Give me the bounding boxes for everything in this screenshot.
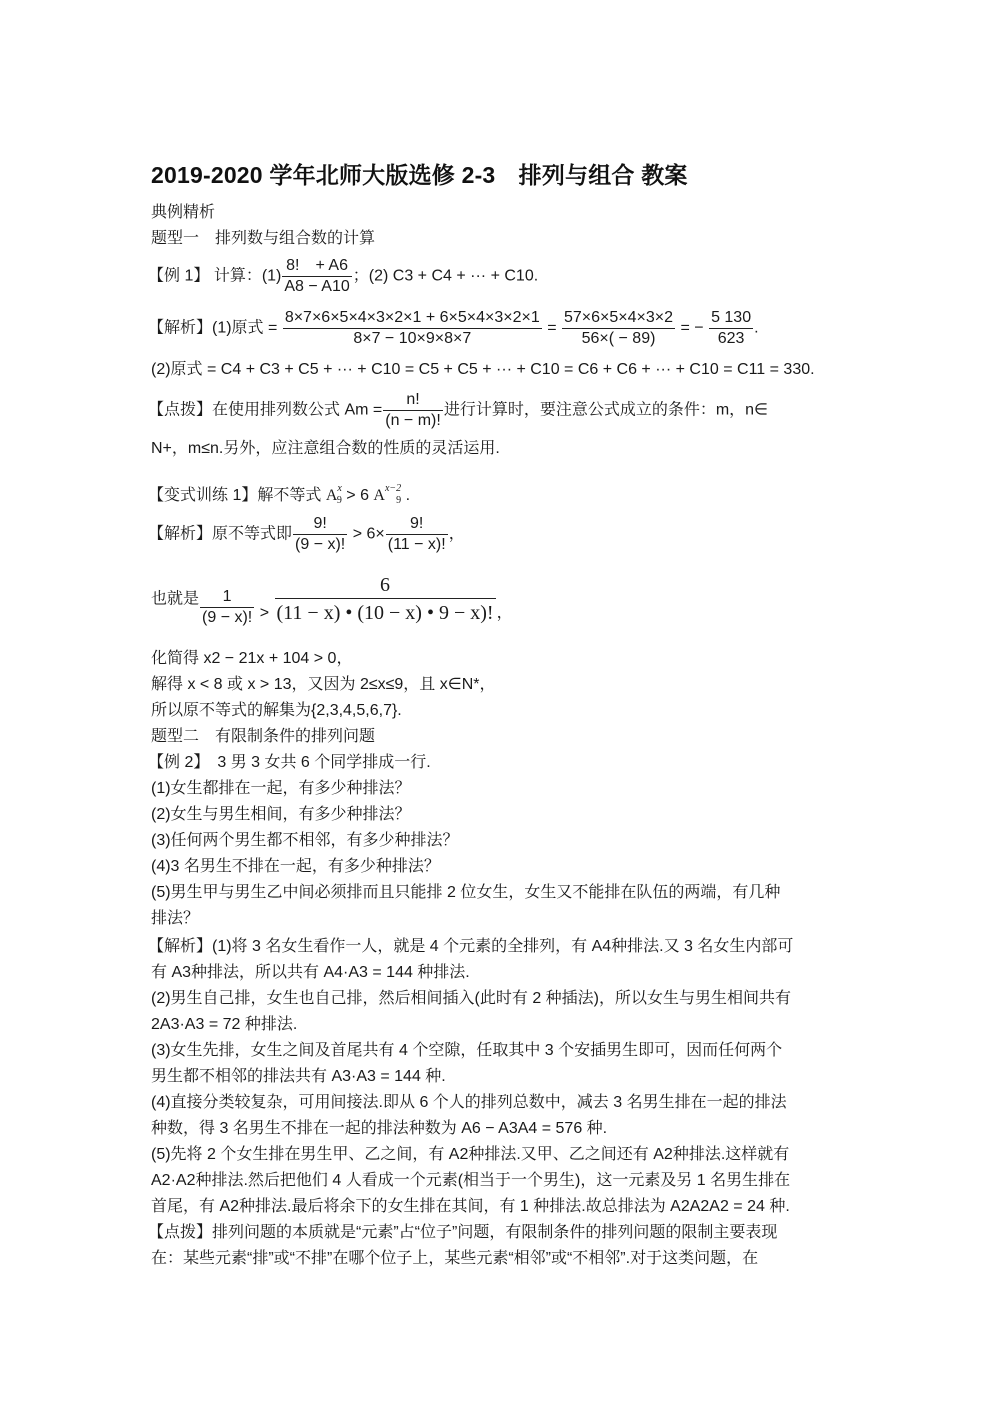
fraction-numerator: 1 (222, 587, 232, 605)
permutation-symbol: A (325, 487, 338, 504)
inequality: > 6 (346, 487, 369, 504)
solution2-line11: 首尾，有 A2种排法.最后将余下的女生排在其间，有 1 种排法.故总排法为 A2A2A2 = 24 种. (151, 1198, 790, 1215)
solution2-line1: 【解析】(1)将 3 名女生看作一人，就是 4 个元素的全排列，有 A4种排法.又 3 名女生内部可 (148, 938, 794, 955)
example1-prompt: 计算：(1) (213, 267, 282, 285)
fraction-numerator: 9! (313, 515, 327, 532)
tip1-label: 【点拨】在使用排列数公式 Am = (148, 401, 383, 419)
variant1-label: 【变式训练 1】解不等式 (148, 487, 322, 504)
subscript: 9 (336, 495, 342, 506)
solution1-part2: (2)原式 = C4 + C3 + C5 + ··· + C10 = C5 + C5 + ··· + C10 = C6 + C6 + ··· + C10 = C11 = 330. (151, 361, 815, 378)
fraction-denominator: 623 (709, 328, 753, 349)
tip1 (148, 390, 768, 431)
inequality: > (259, 604, 270, 622)
period: . (405, 487, 411, 504)
solve-line: 解得 x < 8 或 x > 13，又因为 2≤x≤9，且 x∈N*， (151, 676, 496, 693)
variant1-solution-line2 (151, 572, 513, 628)
tip2-line2: 在：某些元素“排”或“不排”在哪个位子上，某些元素“相邻”或“不相邻”.对于这类问题，在 (151, 1250, 759, 1267)
fraction-denominator: 56×( − 89) (562, 328, 675, 349)
example1 (148, 256, 538, 297)
type2-heading: 题型二 有限制条件的排列问题 (151, 728, 376, 745)
example1-part2: ；(2) C3 + C4 + ··· + C10. (352, 267, 539, 285)
tip2-line1: 【点拨】排列问题的本质就是“元素”占“位子”问题，有限制条件的排列问题的限制主要表现 (148, 1224, 778, 1241)
variant1-solution-label: 【解析】原不等式即 (148, 525, 293, 543)
fraction-numerator: 8×7×6×5×4×3×2×1 + 6×5×4×3×2×1 (284, 309, 540, 326)
tip1-fraction (383, 390, 443, 431)
solution2-line6: 男生都不相邻的排法共有 A3·A3 = 144 种. (151, 1068, 446, 1085)
fraction-numerator: 57×6×5×4×3×2 (564, 309, 674, 326)
equals-sign: = (547, 319, 557, 337)
variant1-fraction2 (386, 514, 448, 555)
fraction-denominator: (11 − x) • (10 − x) • 9 − x)! (275, 598, 496, 627)
example2-q3: (3)任何两个男生都不相邻，有多少种排法？ (151, 832, 459, 849)
fraction-numerator: 9! (410, 515, 424, 532)
example1-label: 【例 1】 (148, 267, 210, 285)
tip1-text: 进行计算时，要注意公式成立的条件：m，n∈ (443, 401, 768, 419)
fraction-denominator: (9 − x)! (202, 608, 253, 626)
solution2-line4: 2A3·A3 = 72 种排法. (151, 1016, 298, 1033)
example2-q5-line2: 排法？ (151, 910, 200, 927)
solution1-fraction2 (562, 308, 675, 349)
variant1-solution (148, 514, 465, 555)
variant1 (148, 478, 410, 512)
example2-q5-line1: (5)男生甲与男生乙中间必须排而且只能排 2 位女生，女生又不能排在队伍的两端，有几种 (151, 884, 781, 901)
fraction-denominator: 8×7 − 10×9×8×7 (283, 328, 542, 349)
solution1-fraction3 (709, 308, 753, 349)
example2-q2: (2)女生与男生相间，有多少种排法？ (151, 806, 411, 823)
solution1-fraction1 (283, 308, 542, 349)
fraction-numerator: n! (406, 391, 420, 408)
variant1-fraction4 (275, 572, 496, 627)
comma: ， (496, 604, 513, 622)
fraction-numerator: 6 (380, 574, 391, 596)
line-prefix: 也就是 (151, 590, 200, 608)
solution2-line7: (4)直接分类较复杂，可用间接法.即从 6 个人的排列总数中，减去 3 名男生排在一起的排法 (151, 1094, 787, 1111)
variant1-fraction1 (293, 514, 347, 555)
section-heading: 典例精析 (151, 204, 216, 221)
solution2-line8: 种数，得 3 名男生不排在一起的排法种数为 A6 − A3A4 = 576 种. (151, 1120, 608, 1137)
solution2-line2: 有 A3种排法，所以共有 A4·A3 = 144 种排法. (151, 964, 470, 981)
fraction-numerator: 8! + A6 (286, 257, 348, 274)
solution2-line5: (3)女生先排，女生之间及首尾共有 4 个空隙，任取其中 3 个安插男生即可，因而任何两个 (151, 1042, 783, 1059)
period: . (754, 319, 759, 337)
type1-heading: 题型一 排列数与组合数的计算 (151, 230, 376, 247)
solution1 (148, 308, 759, 349)
permutation-symbol: A (373, 487, 385, 504)
solution2-line9: (5)先将 2 个女生排在男生甲、乙之间，有 A2种排法.又甲、乙之间还有 A2种排法.这样就有 (151, 1146, 790, 1163)
document-title: 2019-2020 学年北师大版选修 2-3 排列与组合 教案 (151, 162, 688, 188)
solution1-label: 【解析】(1)原式 = (148, 319, 278, 337)
solution2-line10: A2·A2种排法.然后把他们 4 人看成一个元素(相当于一个男生)，这一元素及另 1 名男生排在 (151, 1172, 791, 1189)
fraction-denominator: A8 − A10 (284, 278, 350, 295)
example2-q4: (4)3 名男生不排在一起，有多少种排法？ (151, 858, 440, 875)
fraction-denominator: (n − m)! (385, 412, 441, 429)
comma: ， (448, 525, 465, 543)
equals-minus-sign: = − (680, 319, 704, 337)
example1-fraction (282, 256, 351, 297)
fraction-numerator: 5 130 (711, 309, 752, 326)
example2-label: 【例 2】 3 男 3 女共 6 个同学排成一行. (148, 754, 431, 771)
answer-line: 所以原不等式的解集为{2,3,4,5,6,7}. (151, 702, 402, 719)
inequality: > 6× (352, 525, 385, 543)
solution2-line3: (2)男生自己排，女生也自己排，然后相间插入(此时有 2 种插法)，所以女生与男生相间共有 (151, 990, 792, 1007)
example2-q1: (1)女生都排在一起，有多少种排法？ (151, 780, 411, 797)
simplify-line: 化简得 x2 − 21x + 104 > 0， (151, 650, 353, 667)
tip1-line2: N+，m≤n.另外，应注意组合数的性质的灵活运用. (151, 440, 500, 457)
superscript: x (337, 483, 342, 494)
superscript: x−2 (384, 483, 402, 494)
subscript: 9 (396, 495, 402, 506)
variant1-fraction3 (200, 587, 254, 628)
fraction-denominator: (9 − x)! (295, 536, 346, 553)
fraction-denominator: (11 − x)! (387, 536, 446, 553)
